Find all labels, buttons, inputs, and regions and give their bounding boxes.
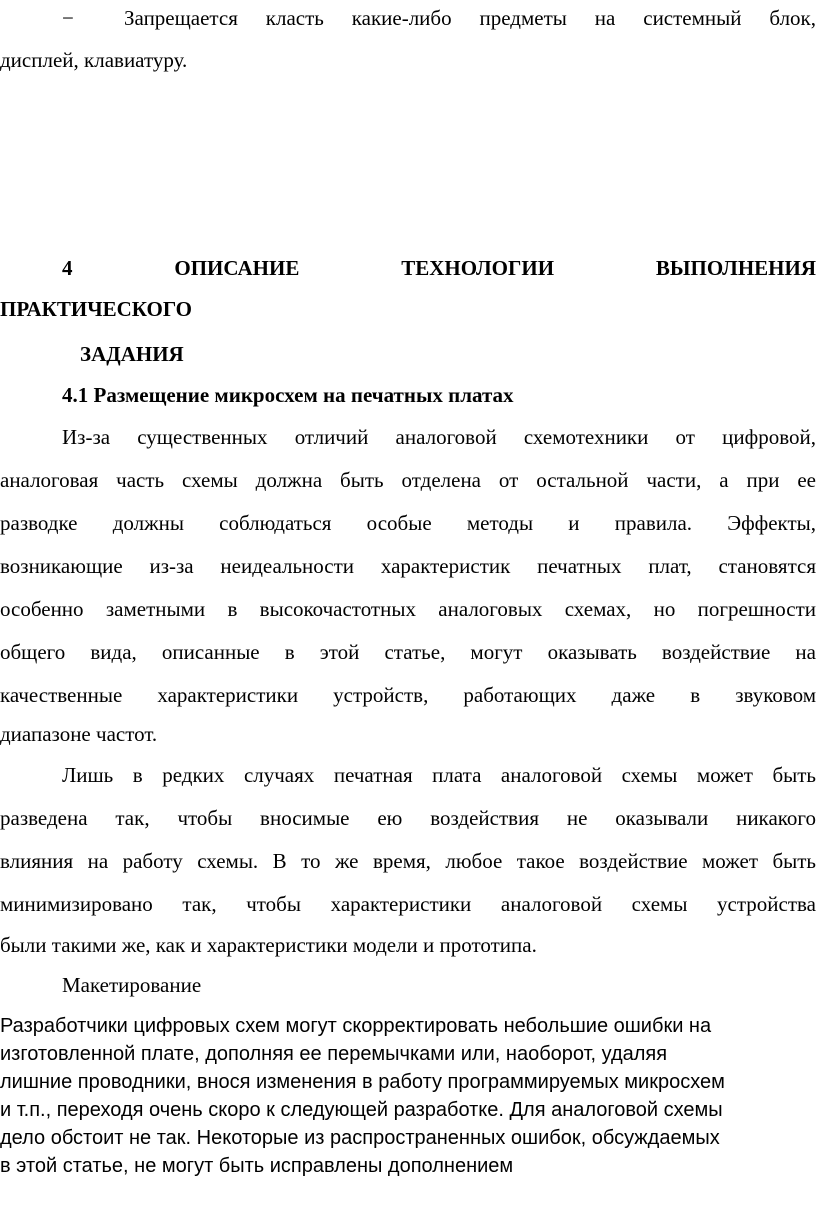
paragraph-line: общего вида, описанные в этой статье, могут оказывать воздействие на <box>0 640 816 664</box>
paragraph-line: Разработчики цифровых схем могут скорректировать небольшие ошибки на <box>0 1015 712 1037</box>
section-title-word1: ОПИСАНИЕ <box>174 256 300 280</box>
section-heading-line1 <box>0 256 816 281</box>
paragraph-line: диапазоне частот. <box>0 722 158 746</box>
paragraph-line: возникающие из-за неидеальности характеристик печатных плат, становятся <box>0 554 816 578</box>
section-title-word2: ТЕХНОЛОГИИ <box>401 256 555 280</box>
paragraph-line: качественные характеристики устройств, работающих даже в звуковом <box>0 683 816 707</box>
bullet-marker: − <box>62 6 74 30</box>
paragraph-line: особенно заметными в высокочастотных аналоговых схемах, но погрешности <box>0 597 816 621</box>
section-number: 4 <box>62 256 73 280</box>
paragraph-line: и т.п., переходя очень скоро к следующей разработке. Для аналоговой схемы <box>0 1099 723 1121</box>
paragraph-line: разводке должны соблюдаться особые методы и правила. Эффекты, <box>0 511 816 535</box>
paragraph-line: минимизировано так, чтобы характеристики аналоговой схемы устройства <box>0 892 816 916</box>
section-heading-line2: ПРАКТИЧЕСКОГО <box>0 297 193 321</box>
paragraph-line: Лишь в редких случаях печатная плата аналоговой схемы может быть <box>62 763 816 787</box>
paragraph-line: были такими же, как и характеристики модели и прототипа. <box>0 933 537 957</box>
paragraph-line: разведена так, чтобы вносимые ею воздействия не оказывали никакого <box>0 806 816 830</box>
paragraph-3: Макетирование <box>62 973 202 997</box>
subsection-title: 4.1 Размещение микросхем на печатных платах <box>62 383 514 407</box>
paragraph-line: дело обстоит не так. Некоторые из распространенных ошибок, обсуждаемых <box>0 1127 720 1149</box>
paragraph-line: изготовленной плате, дополняя ее перемычками или, наоборот, удаляя <box>0 1043 668 1065</box>
paragraph-line: лишние проводники, внося изменения в работу программируемых микросхем <box>0 1071 725 1093</box>
paragraph-line: влияния на работу схемы. В то же время, любое такое воздействие может быть <box>0 849 816 873</box>
section-title-word3: ВЫПОЛНЕНИЯ <box>655 256 816 280</box>
bullet-text-line2: дисплей, клавиатуру. <box>0 48 188 72</box>
paragraph-line: Из-за существенных отличий аналоговой схемотехники от цифровой, <box>62 425 816 449</box>
paragraph-line: аналоговая часть схемы должна быть отделена от остальной части, а при ее <box>0 468 816 492</box>
section-heading-line3: ЗАДАНИЯ <box>80 342 184 366</box>
paragraph-line: в этой статье, не могут быть исправлены дополнением <box>0 1155 514 1177</box>
bullet-text-line1: Запрещается класть какие-либо предметы на системный блок, <box>124 6 816 30</box>
